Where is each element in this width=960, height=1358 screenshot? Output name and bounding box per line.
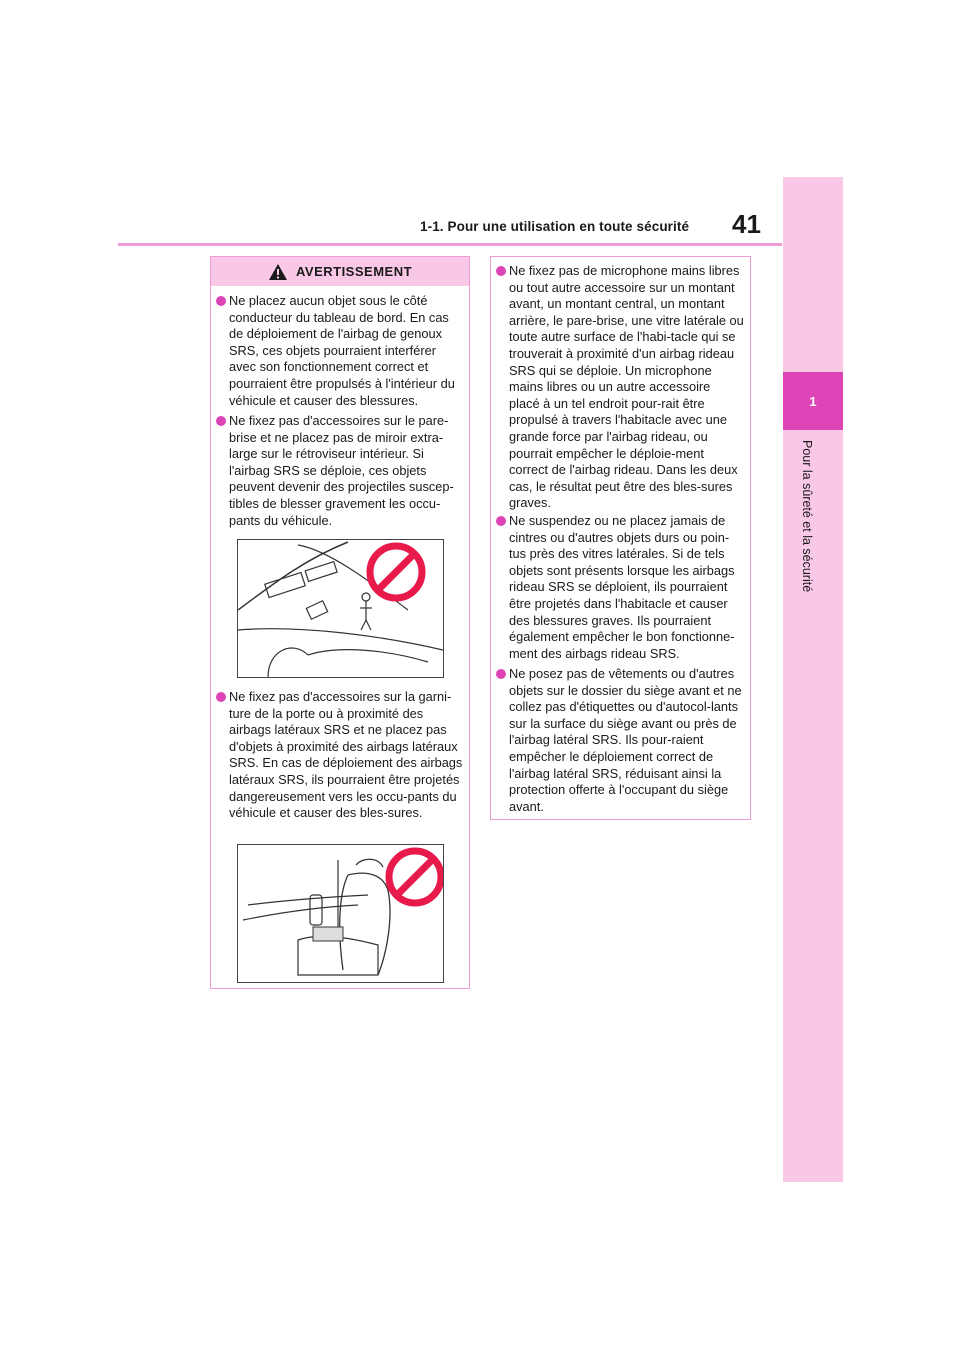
list-item xyxy=(496,666,744,815)
list-item xyxy=(496,513,744,662)
bullet-icon xyxy=(216,692,226,702)
list-item xyxy=(496,263,744,512)
list-item-text: Ne fixez pas d'accessoires sur la garni-ture de la porte ou à proximité des airbags latéraux SRS et ne placez pas d'objets à proximité des airbags latéraux SRS. En cas de déploiement des airbags latéraux SRS, ils pourraient être projetés dangereusement vers les occu-pants du véhicule et causer des bles-sures. xyxy=(229,689,463,821)
bullet-icon xyxy=(496,669,506,679)
list-item-text: Ne fixez pas de microphone mains libres ou tout autre accessoire sur un montant avant, un montant central, un montant arrière, le pare-brise, une vitre latérale ou toute autre surface de l'habi-tacle qui se trouverait à proximité d'un airbag rideau SRS qui se déploie. Un microphone mains libres ou un autre accessoire placé à un tel endroit pour-rait être propulsé à travers l'habitacle avec une grande force par l'airbag rideau, ou pourrait empêcher le déploie-ment correct de l'airbag rideau. Dans les deux cas, le résultat peut être des bles-sures graves. xyxy=(509,263,744,511)
list-item-text: Ne suspendez ou ne placez jamais de cintres ou d'autres objets durs ou poin-tus près des vitres latérales. Si de tels objets sont présents lorsque les airbags rideau SRS se déploient, ils pourraient être projetés dans l'habitacle et causer des blessures graves. Ils pourraient également empêcher le bon fonctionne-ment des airbags rideau SRS. xyxy=(509,513,735,661)
warning-box-right xyxy=(490,256,751,820)
bullet-icon xyxy=(496,266,506,276)
illustration-windshield xyxy=(237,539,444,678)
side-tab-chapter-label: Pour la sûreté et la sécurité xyxy=(800,440,814,593)
header-rule xyxy=(118,243,782,246)
illustration-seat xyxy=(237,844,444,983)
list-item-text: Ne fixez pas d'accessoires sur le pare-brise et ne placez pas de miroir extra-large sur le rétroviseur intérieur. Si l'airbag SRS se déploie, ces objets peuvent devenir des projectiles suscep-tibles de blesser gravement les occu-pants du véhicule. xyxy=(229,413,454,528)
list-item-text: Ne placez aucun objet sous le côté conducteur du tableau de bord. En cas de déploiement de l'airbag de genoux SRS, ces objets pourraient interférer avec son fonctionnement correct et pourraient être propulsés à l'intérieur du véhicule et causer des blessures. xyxy=(229,293,455,408)
warning-header xyxy=(211,257,469,286)
side-tab xyxy=(783,177,843,1182)
bullet-icon xyxy=(216,416,226,426)
page-number: 41 xyxy=(732,209,761,239)
list-item-text: Ne posez pas de vêtements ou d'autres objets sur le dossier du siège avant et ne collez pas d'étiquettes ou d'autocol-lants sur la surface du siège avant ou près de l'airbag latéral SRS. Ils pour-raient empêcher le déploiement correct de l'airbag latéral SRS, réduisant ainsi la protection offerte à l'occupant du siège avant. xyxy=(509,666,742,814)
warning-box-left xyxy=(210,256,470,989)
warning-triangle-icon xyxy=(268,263,288,281)
list-item xyxy=(216,689,464,822)
list-item xyxy=(216,293,464,409)
warning-title: AVERTISSEMENT xyxy=(295,264,413,279)
bullet-icon xyxy=(496,516,506,526)
section-title: 1-1. Pour une utilisation en toute sécurité xyxy=(420,219,690,234)
list-item xyxy=(216,413,464,529)
bullet-icon xyxy=(216,296,226,306)
side-tab-chapter-number: 1 xyxy=(783,372,843,430)
